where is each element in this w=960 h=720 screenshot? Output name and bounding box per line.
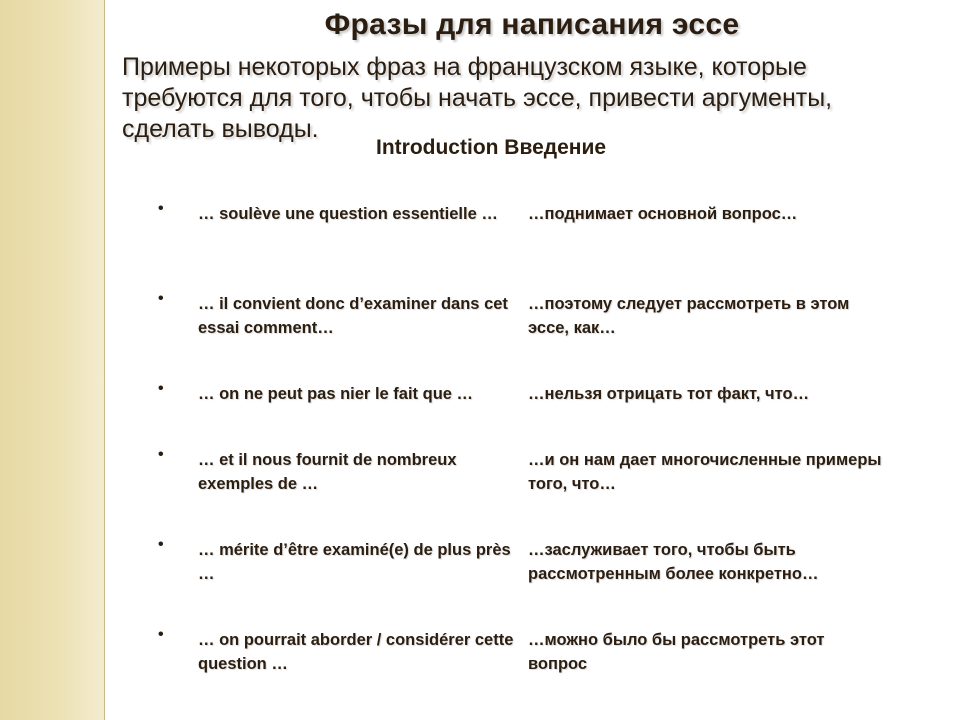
phrase-russian: …можно было бы рассмотреть этот вопрос <box>528 631 825 673</box>
phrase-row <box>150 448 890 508</box>
phrase-row <box>150 202 890 262</box>
phrase-french: … on ne peut pas nier le fait que … <box>198 385 474 403</box>
decorative-side-band <box>0 0 105 720</box>
phrase-row <box>150 628 890 688</box>
slide-title: Фразы для написания эссе <box>324 8 740 41</box>
phrase-row <box>150 292 890 352</box>
slide-subtitle: Примеры некоторых фраз на французском языке, которые требуются для того, чтобы начать эссе, привести аргументы, сделать выводы. <box>122 53 833 143</box>
section-heading-introduction: Introduction Введение <box>376 136 607 159</box>
phrase-russian: …и он нам дает многочисленные примеры того, что… <box>528 451 882 493</box>
phrase-russian: …поэтому следует рассмотреть в этом эссе, как… <box>528 295 850 337</box>
phrase-russian: …заслуживает того, чтобы быть рассмотренным более конкретно… <box>528 541 819 583</box>
bullet-icon: • <box>158 200 164 217</box>
phrase-russian: …поднимает основной вопрос… <box>528 205 798 223</box>
bullet-icon: • <box>158 446 164 463</box>
phrase-french: … et il nous fournit de nombreux exemples de … <box>198 451 457 493</box>
bullet-icon: • <box>158 536 164 553</box>
phrase-french: … soulève une question essentielle … <box>198 205 498 223</box>
phrase-row <box>150 382 890 442</box>
phrase-russian: …нельзя отрицать тот факт, что… <box>528 385 810 403</box>
phrase-french: … mérite d’être examiné(e) de plus près … <box>198 541 511 583</box>
phrase-french: … on pourrait aborder / considérer cette question … <box>198 631 514 673</box>
bullet-icon: • <box>158 380 164 397</box>
phrase-french: … il convient donc d’examiner dans cet essai comment… <box>198 295 508 337</box>
bullet-icon: • <box>158 626 164 643</box>
phrase-row <box>150 538 890 598</box>
bullet-icon: • <box>158 290 164 307</box>
